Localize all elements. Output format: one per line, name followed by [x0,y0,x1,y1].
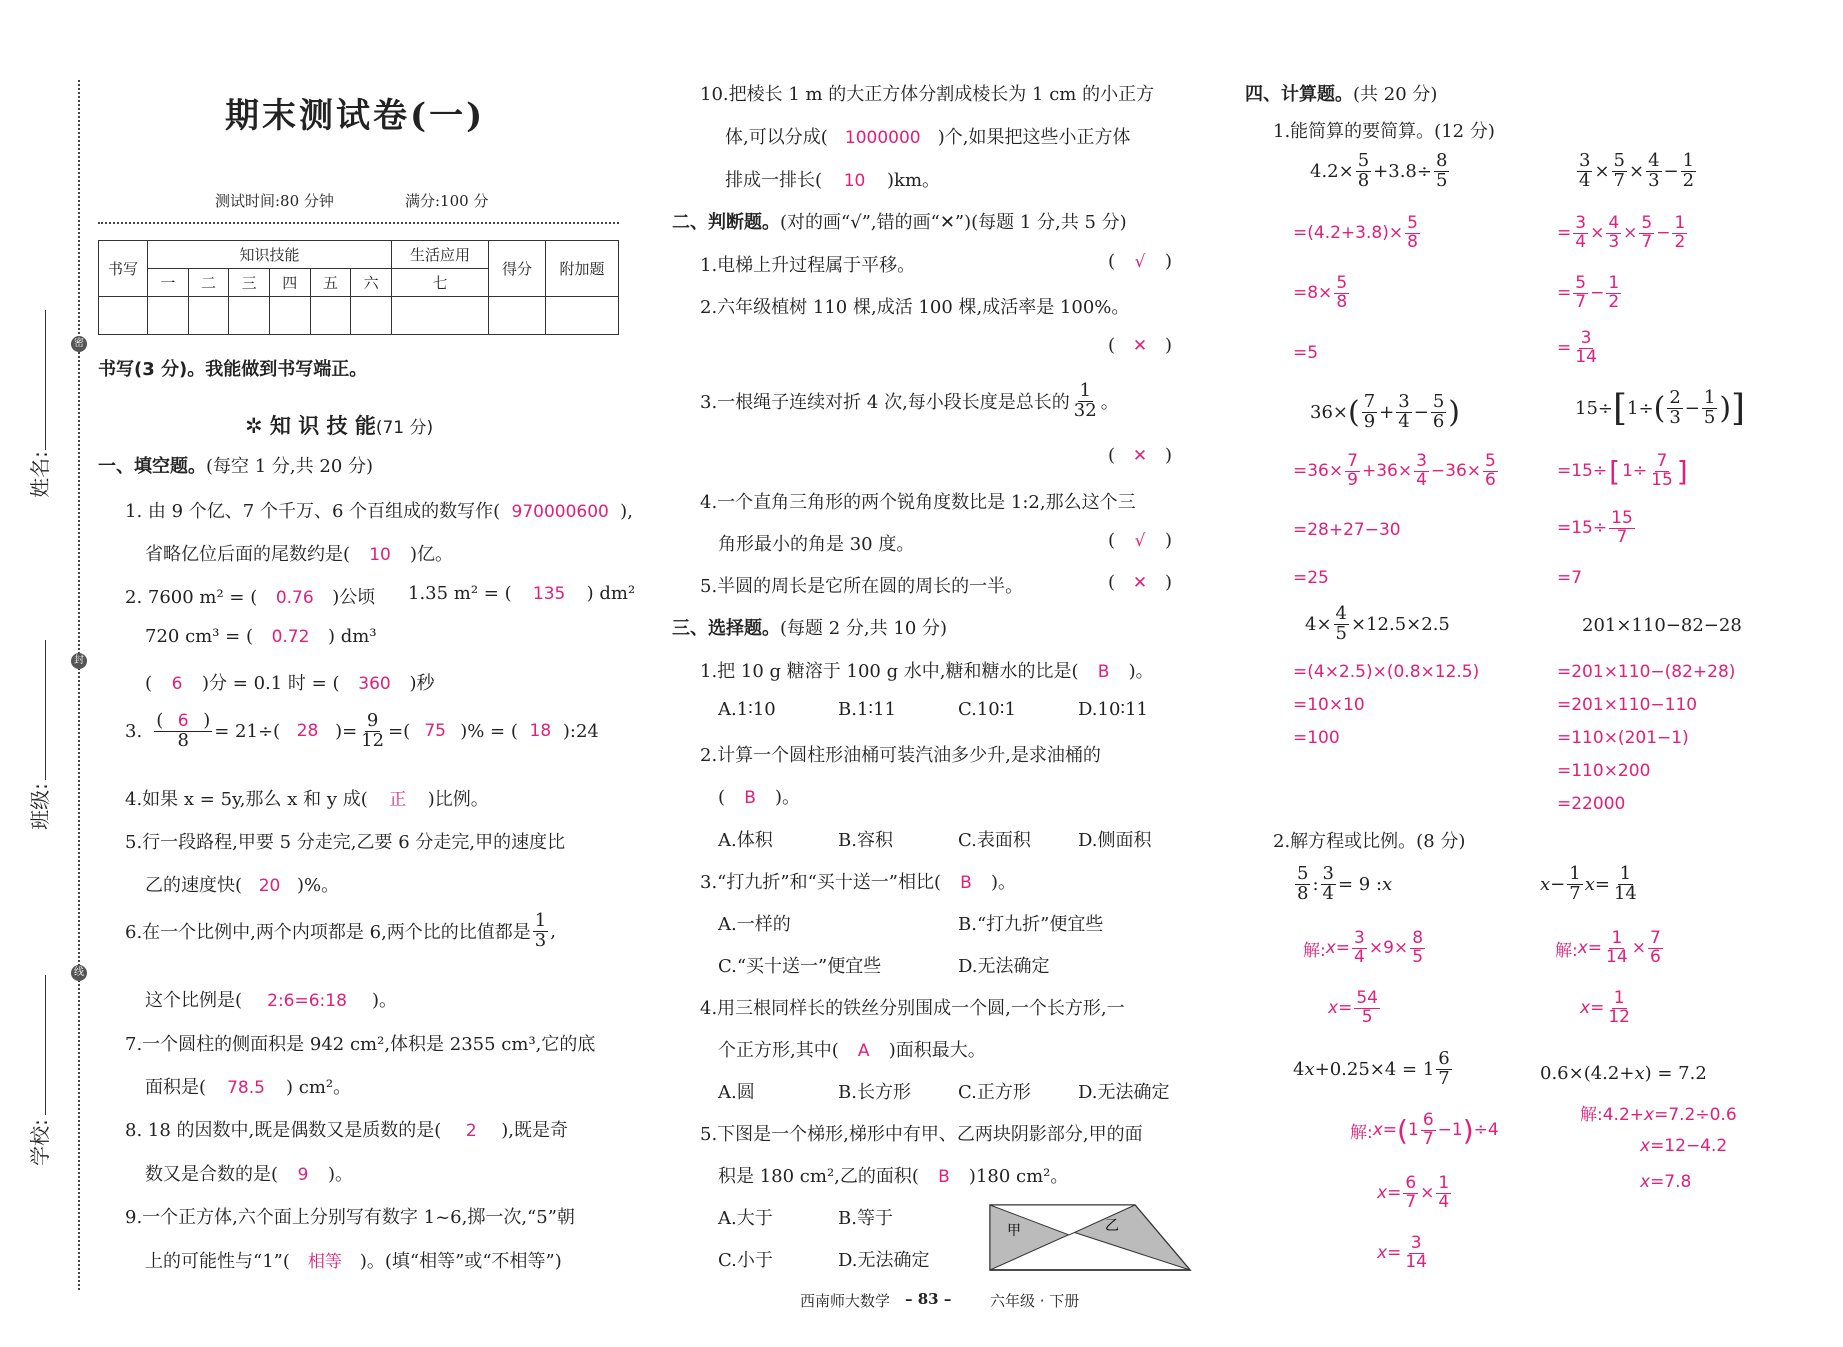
s2-a1[interactable]: ( √ ) [1108,251,1173,272]
s3-q4-opt-b[interactable]: B.长方形 [838,1082,911,1103]
s1-note: (每空 1 分,共 20 分) [206,456,374,477]
q-text: )亿。 [410,544,454,565]
calc-5-result: =100 [1293,728,1340,748]
s1-title [98,452,373,478]
q-text: ):24 [562,720,599,742]
q-text: 乙的速度快( [145,875,243,896]
exam-full-score: 满分:100 分 [405,192,489,210]
score-cell[interactable] [99,297,148,335]
answer[interactable]: 78.5 [227,1078,265,1098]
answer[interactable]: 1000000 [844,128,921,148]
score-cell[interactable] [351,297,392,335]
s3-q1-opt-d[interactable]: D.10∶11 [1078,699,1149,720]
answer[interactable]: 10 [843,171,866,191]
q-text: 4.如果 x = 5y,那么 x 和 y 成( [125,789,368,810]
q-text: ),既是奇 [501,1120,569,1141]
answer[interactable]: 75 [424,721,446,742]
trapezoid-figure [985,1200,1195,1275]
calc-1-step2: =8× $\frac{5}{8}$ [1293,273,1348,312]
q-text: 6.在一个比例中,两个内项都是 6,两个比的比值都是 [125,922,531,944]
eq-1-step1: 解: x = $\frac{3}{4}$ ×9× $\frac{8}{5}$ [1303,928,1424,967]
eq-2-step1: 解: x = $\frac{1}{14}$ × $\frac{7}{6}$ [1555,928,1661,967]
answer[interactable]: 0.76 [275,588,314,608]
q10c [725,166,940,192]
s2-q3 [700,382,1119,421]
answer[interactable]: 360 [358,674,391,694]
calc-2: $\frac{3}{4}$ × $\frac{5}{7}$ × $\frac{4}{3}$ − $\frac{1}{2}$ [1579,150,1695,191]
answer[interactable]: 28 [296,721,319,742]
s2-a5[interactable]: ( ✕ ) [1108,572,1173,593]
eq-3-result: x = $\frac{3}{14}$ [1377,1233,1427,1272]
title-divider [98,222,619,224]
name-field[interactable] [45,310,46,450]
s3-q5-opt-d[interactable]: D.无法确定 [838,1250,930,1271]
s3-q4-opt-c[interactable]: C.正方形 [958,1082,1031,1103]
calc-1-result: =5 [1293,343,1319,363]
writing-note: 书写(3 分)。我能做到书写端正。 [98,359,368,380]
q-text: 3. [125,720,143,742]
eq-3-step2: x = $\frac{6}{7}$ × $\frac{1}{4}$ [1377,1173,1450,1212]
q-text: )公顷 [332,587,376,608]
q-text: 积是 180 cm²,乙的面积( [718,1166,919,1187]
score-cell[interactable] [188,297,229,335]
s1-q6b [145,986,397,1012]
q-text: 2. 7600 m² = ( [125,587,258,608]
s1-title-text: 一、填空题。 [98,456,206,477]
s3-note: (每题 2 分,共 10 分) [780,618,948,639]
answer[interactable]: ✕ [1132,573,1148,593]
q-text: )。 [372,990,398,1011]
score-head-extra: 附加题 [546,241,619,297]
q-text: )。 [328,1164,354,1185]
q-text: 12 [361,729,385,751]
q-text: ) cm²。 [286,1077,352,1098]
s1-q9b [145,1247,562,1273]
school-field[interactable] [45,975,46,1115]
calc-6: 201×110−82−28 [1582,615,1742,636]
calc-6-result: =22000 [1557,794,1626,814]
s3-title-text: 三、选择题。 [672,618,780,639]
q-text: )= [335,720,358,742]
q-text: 上的可能性与“1”( [145,1251,290,1272]
eq-2: x − $\frac{1}{7}$ x = $\frac{1}{14}$ [1540,863,1637,904]
score-cell[interactable] [148,297,189,335]
calc-3-result: =25 [1293,568,1329,588]
score-head-total: 得分 [489,241,546,297]
s2-title [672,208,1127,234]
binding-line [78,80,80,1290]
s3-q4b [718,1036,986,1062]
s2-q2: 2.六年级植树 110 棵,成活 100 棵,成活率是 100%。 [700,297,1130,318]
answer[interactable]: ✕ [1132,446,1148,466]
calc-3: 36× ( $\frac{7}{9}$ + $\frac{3}{4}$ − $\frac{5}{6}$ ) [1310,391,1460,432]
section-knowledge-label: ✲ 知 识 技 能 [245,414,376,438]
calc-1: 4.2× $\frac{5}{8}$ +3.8÷ $\frac{8}{5}$ [1310,150,1448,191]
answer[interactable]: 相等 [307,1252,342,1272]
q-text: 720 cm³ = ( [145,626,253,647]
s1-q2a [125,583,375,609]
s2-title-text: 二、判断题。 [672,212,780,233]
calc-3-step2: =28+27−30 [1293,520,1401,540]
s3-q3-opt-c[interactable]: C.“买十送一”便宜些 [718,956,882,977]
q-text: )%。 [297,875,340,896]
q-text: 8 [177,729,189,751]
calc-6-step2: =201×110−110 [1557,695,1698,715]
section-knowledge [245,410,433,440]
answer[interactable]: 6 [171,674,183,694]
q-text: 体,可以分成( [725,127,828,148]
s1-q5b [145,871,339,897]
calc-2-step2: = $\frac{5}{7}$ − $\frac{1}{2}$ [1557,273,1620,312]
s1-q1b [145,540,453,566]
s3-q3-opt-a[interactable]: A.一样的 [718,914,791,935]
s1-q2c [145,626,377,647]
score-head-life: 生活应用 [392,241,489,269]
calc-1-step1: =(4.2+3.8)× $\frac{5}{8}$ [1293,213,1418,252]
eq-1: $\frac{5}{8}$ : $\frac{3}{4}$ = 9 : x [1297,863,1393,904]
s3-q5b [718,1162,1068,1188]
q-text: )秒 [409,673,435,694]
calc-6-step4: =110×200 [1557,761,1651,781]
s2-q4b: 角形最小的角是 30 度。 [718,534,915,555]
q-text: )。 [991,872,1017,893]
q-text: 面积是( [145,1077,207,1098]
figure-label-yi: 乙 [1105,1218,1119,1234]
s4-note: (共 20 分) [1353,84,1438,105]
s1-q6a [125,912,556,951]
q-text: 。 [1100,392,1119,414]
score-col: 一 [148,269,189,297]
s2-a2[interactable]: ( ✕ ) [1108,335,1173,356]
q-text: , [550,920,556,942]
q-text: )180 cm²。 [968,1166,1069,1187]
q-text: )。 [775,787,801,808]
eq-4: 0.6×(4.2+x) = 7.2 [1540,1063,1707,1084]
score-table [98,240,619,335]
answer[interactable]: B [1097,662,1110,682]
answer[interactable]: B [938,1167,950,1187]
q-text: )比例。 [427,789,489,810]
q-text: = 21÷( [214,720,281,742]
score-col: 六 [351,269,392,297]
s2-a4[interactable]: ( √ ) [1108,530,1173,551]
class-label: 班级: [27,783,52,830]
s3-q2-opt-c[interactable]: C.表面积 [958,830,1031,851]
q-text: 3.一根绳子连续对折 4 次,每小段长度是总长的 [700,392,1070,414]
score-cell[interactable] [489,297,546,335]
score-head-knowledge: 知识技能 [148,241,392,269]
score-col: 三 [229,269,270,297]
s1-q5a: 5.行一段路程,甲要 5 分走完,乙要 6 分走完,甲的速度比 [125,832,566,853]
eq-4-step2: x=12−4.2 [1640,1136,1728,1156]
q-text: 32 [1073,399,1097,421]
q-text: )面积最大。 [888,1040,986,1061]
s4-title [1245,80,1437,106]
s3-q3-opt-b[interactable]: B.“打九折”便宜些 [958,914,1104,935]
answer[interactable]: 135 [532,584,566,604]
s3-q1-opt-c[interactable]: C.10∶1 [958,699,1016,720]
calc-2-step1: = $\frac{3}{4}$ × $\frac{4}{3}$ × $\frac{5}{7}$ − $\frac{1}{2}$ [1557,213,1686,252]
q-text: 1 [534,910,547,931]
q-text: 3.“打九折”和“买十送一”相比( [700,872,942,893]
q-text: 1.35 m² = ( [408,583,512,604]
s3-q2-opt-a[interactable]: A.体积 [718,830,773,851]
s1-q8b [145,1160,353,1186]
q-text: )% = ( [460,720,518,742]
q-text: 1.把 10 g 糖溶于 100 g 水中,糖和糖水的比是( [700,661,1079,682]
s1-q8a [125,1116,568,1142]
eq-3-step1: 解: x = ( 1 $\frac{6}{7}$ −1 ) ÷4 [1350,1110,1499,1149]
exam-time: 测试时间:80 分钟 [215,192,334,210]
footer-book: 西南师大数学 [800,1292,891,1310]
s2-a3[interactable]: ( ✕ ) [1108,445,1173,466]
q-text: )km。 [887,170,941,191]
s3-q5-opt-a[interactable]: A.大于 [718,1208,773,1229]
q-text: ) dm³ [328,626,377,647]
q-text: )个,如果把这些小正方体 [937,127,1131,148]
s3-q4-opt-a[interactable]: A.圆 [718,1082,755,1103]
s3-q2b [718,783,800,809]
calc-6-step3: =110×(201−1) [1557,728,1689,748]
s4-title-text: 四、计算题。 [1245,84,1353,105]
s3-q3-opt-d[interactable]: D.无法确定 [958,956,1050,977]
eq-4-result: x=7.8 [1640,1172,1692,1192]
eq-1-result: x = $\frac{54}{5}$ [1328,988,1378,1027]
q-text: 9 [366,710,379,731]
s3-q4a: 4.用三根同样长的铁丝分别围成一个圆,一个长方形,一 [700,998,1125,1019]
name-label: 姓名: [27,451,52,498]
s1-q9a: 9.一个正方体,六个面上分别写有数字 1~6,掷一次,“5”朝 [125,1207,575,1228]
calc-4-step2: =15÷ $\frac{15}{7}$ [1557,508,1633,547]
figure-label-jia: 甲 [1007,1223,1021,1239]
calc-4: 15÷ [ 1÷ ( $\frac{2}{3}$ − $\frac{1}{5}$ ) ] [1575,387,1746,429]
score-col: 二 [188,269,229,297]
q-text: 这个比例是( [145,990,243,1011]
q-text: 数又是合数的是( [145,1164,279,1185]
footer-grade: 六年级 · 下册 [990,1292,1080,1310]
eq-4-step1: 解:4.2+x=7.2÷0.6 [1580,1105,1737,1125]
s4-sub1: 1.能简算的要简算。(12 分) [1273,121,1495,142]
q-text: )分 = 0.1 时 = ( [202,673,340,694]
seal-mark-xian: 线 [71,965,87,981]
s3-q1-opt-b[interactable]: B.1∶11 [838,699,896,720]
s3-title [672,614,947,640]
answer[interactable]: ✕ [1132,336,1148,356]
class-field[interactable] [45,640,46,780]
s3-q2-opt-b[interactable]: B.容积 [838,830,893,851]
q10b [725,123,1131,149]
q-text: 1. 由 9 个亿、7 个千万、6 个百组成的数写作( [125,501,501,522]
s1-q2d [145,669,435,695]
calc-5-step1: =(4×2.5)×(0.8×12.5) [1293,662,1480,682]
q-text: 3 [534,929,547,951]
s3-q4-opt-d[interactable]: D.无法确定 [1078,1082,1170,1103]
s1-q7a: 7.一个圆柱的侧面积是 942 cm²,体积是 2355 cm³,它的底 [125,1034,596,1055]
s1-q1a [125,497,633,523]
calc-5-step2: =10×10 [1293,695,1365,715]
q-text: ( [145,673,153,694]
calc-4-result: =7 [1557,568,1583,588]
s3-q5-opt-c[interactable]: C.小于 [718,1250,773,1271]
score-col: 四 [269,269,310,297]
q-text: 省略亿位后面的尾数约是( [145,544,351,565]
answer[interactable]: B [744,788,756,808]
s1-q7b [145,1073,351,1099]
answer[interactable]: 20 [258,876,281,896]
answer[interactable]: 2:6=6:18 [267,991,347,1011]
score-cell[interactable] [310,297,351,335]
answer[interactable]: 0.72 [271,627,310,647]
answer[interactable]: 10 [369,545,391,565]
answer[interactable]: √ [1134,252,1146,272]
q-text: 排成一排长( [725,170,823,191]
seal-mark-feng: 封 [71,653,87,669]
score-col: 五 [310,269,351,297]
q-text: =( [388,720,411,742]
s3-q3 [700,868,1016,894]
s2-note: (对的画“√”,错的画“✕”)(每题 1 分,共 5 分) [780,212,1127,233]
footer-page-number: – 83 – [905,1290,952,1308]
q-text: )。(填“相等”或“不相等”) [359,1251,562,1272]
s4-sub2: 2.解方程或比例。(8 分) [1273,831,1466,852]
answer[interactable]: 18 [529,721,552,742]
calc-2-result: = $\frac{3}{14}$ [1557,328,1597,367]
seal-mark-mi: 密 [71,336,87,352]
answer[interactable]: 9 [297,1165,309,1185]
s3-q5-opt-b[interactable]: B.等于 [838,1208,893,1229]
calc-3-step1: =36× $\frac{7}{9}$ +36× $\frac{3}{4}$ −36× $\frac{5}{6}$ [1293,451,1496,490]
eq-2-result: x = $\frac{1}{12}$ [1580,988,1630,1027]
s2-q1: 1.电梯上升过程属于平移。 [700,255,916,276]
s1-q4 [125,785,489,811]
section-knowledge-score: (71 分) [375,418,434,438]
s3-q1-opt-a[interactable]: A.1∶10 [718,699,776,720]
calc-5: 4× $\frac{4}{5}$ ×12.5×2.5 [1305,603,1450,644]
answer[interactable]: B [960,873,972,893]
score-cell[interactable] [392,297,489,335]
q-text: )。 [1128,661,1154,682]
answer[interactable]: 2 [465,1121,477,1141]
s3-q2-opt-d[interactable]: D.侧面积 [1078,830,1152,851]
score-cell[interactable] [229,297,270,335]
q-text: 8. 18 的因数中,既是偶数又是质数的是( [125,1120,442,1141]
s3-q1 [700,657,1154,683]
answer[interactable]: 6 [177,711,189,731]
q-text: 个正方形,其中( [718,1040,839,1061]
answer[interactable]: √ [1134,531,1146,551]
q-text: 1 [1079,380,1091,401]
calc-6-step1: =201×110−(82+28) [1557,662,1736,682]
s2-q5: 5.半圆的周长是它所在圆的周长的一半。 [700,576,1024,597]
score-col: 七 [392,269,489,297]
eq-3: 4 x +0.25×4 = 1 $\frac{6}{7}$ [1293,1048,1450,1089]
q10a: 10.把棱长 1 m 的大正方体分割成棱长为 1 cm 的小正方 [700,84,1155,105]
s3-q2a: 2.计算一个圆柱形油桶可装汽油多少升,是求油桶的 [700,745,1101,766]
page-title: 期末测试卷(一) [225,96,486,136]
s3-q5a: 5.下图是一个梯形,梯形中有甲、乙两块阴影部分,甲的面 [700,1124,1143,1145]
answer[interactable]: A [857,1041,870,1061]
s1-q2b [408,583,635,604]
q-text: ) dm² [586,583,636,604]
answer[interactable]: 正 [389,790,407,810]
q-text: ), [620,501,633,522]
q-text: ( [718,787,726,808]
score-cell[interactable] [546,297,619,335]
score-head-writing: 书写 [99,241,148,297]
s2-q4a: 4.一个直角三角形的两个锐角度数比是 1:2,那么这个三 [700,492,1136,513]
score-cell[interactable] [269,297,310,335]
s1-q3: 3. $\frac{( 6 )}{8}$ = 21÷( 28 )= $\frac{9}{12}$ =( 75 )% = ( 18 ):24 [125,710,599,751]
school-label: 学校: [27,1119,52,1166]
calc-4-step1: =15÷ [ 1÷ $\frac{7}{15}$ ] [1557,451,1688,490]
answer[interactable]: 970000600 [511,502,609,522]
